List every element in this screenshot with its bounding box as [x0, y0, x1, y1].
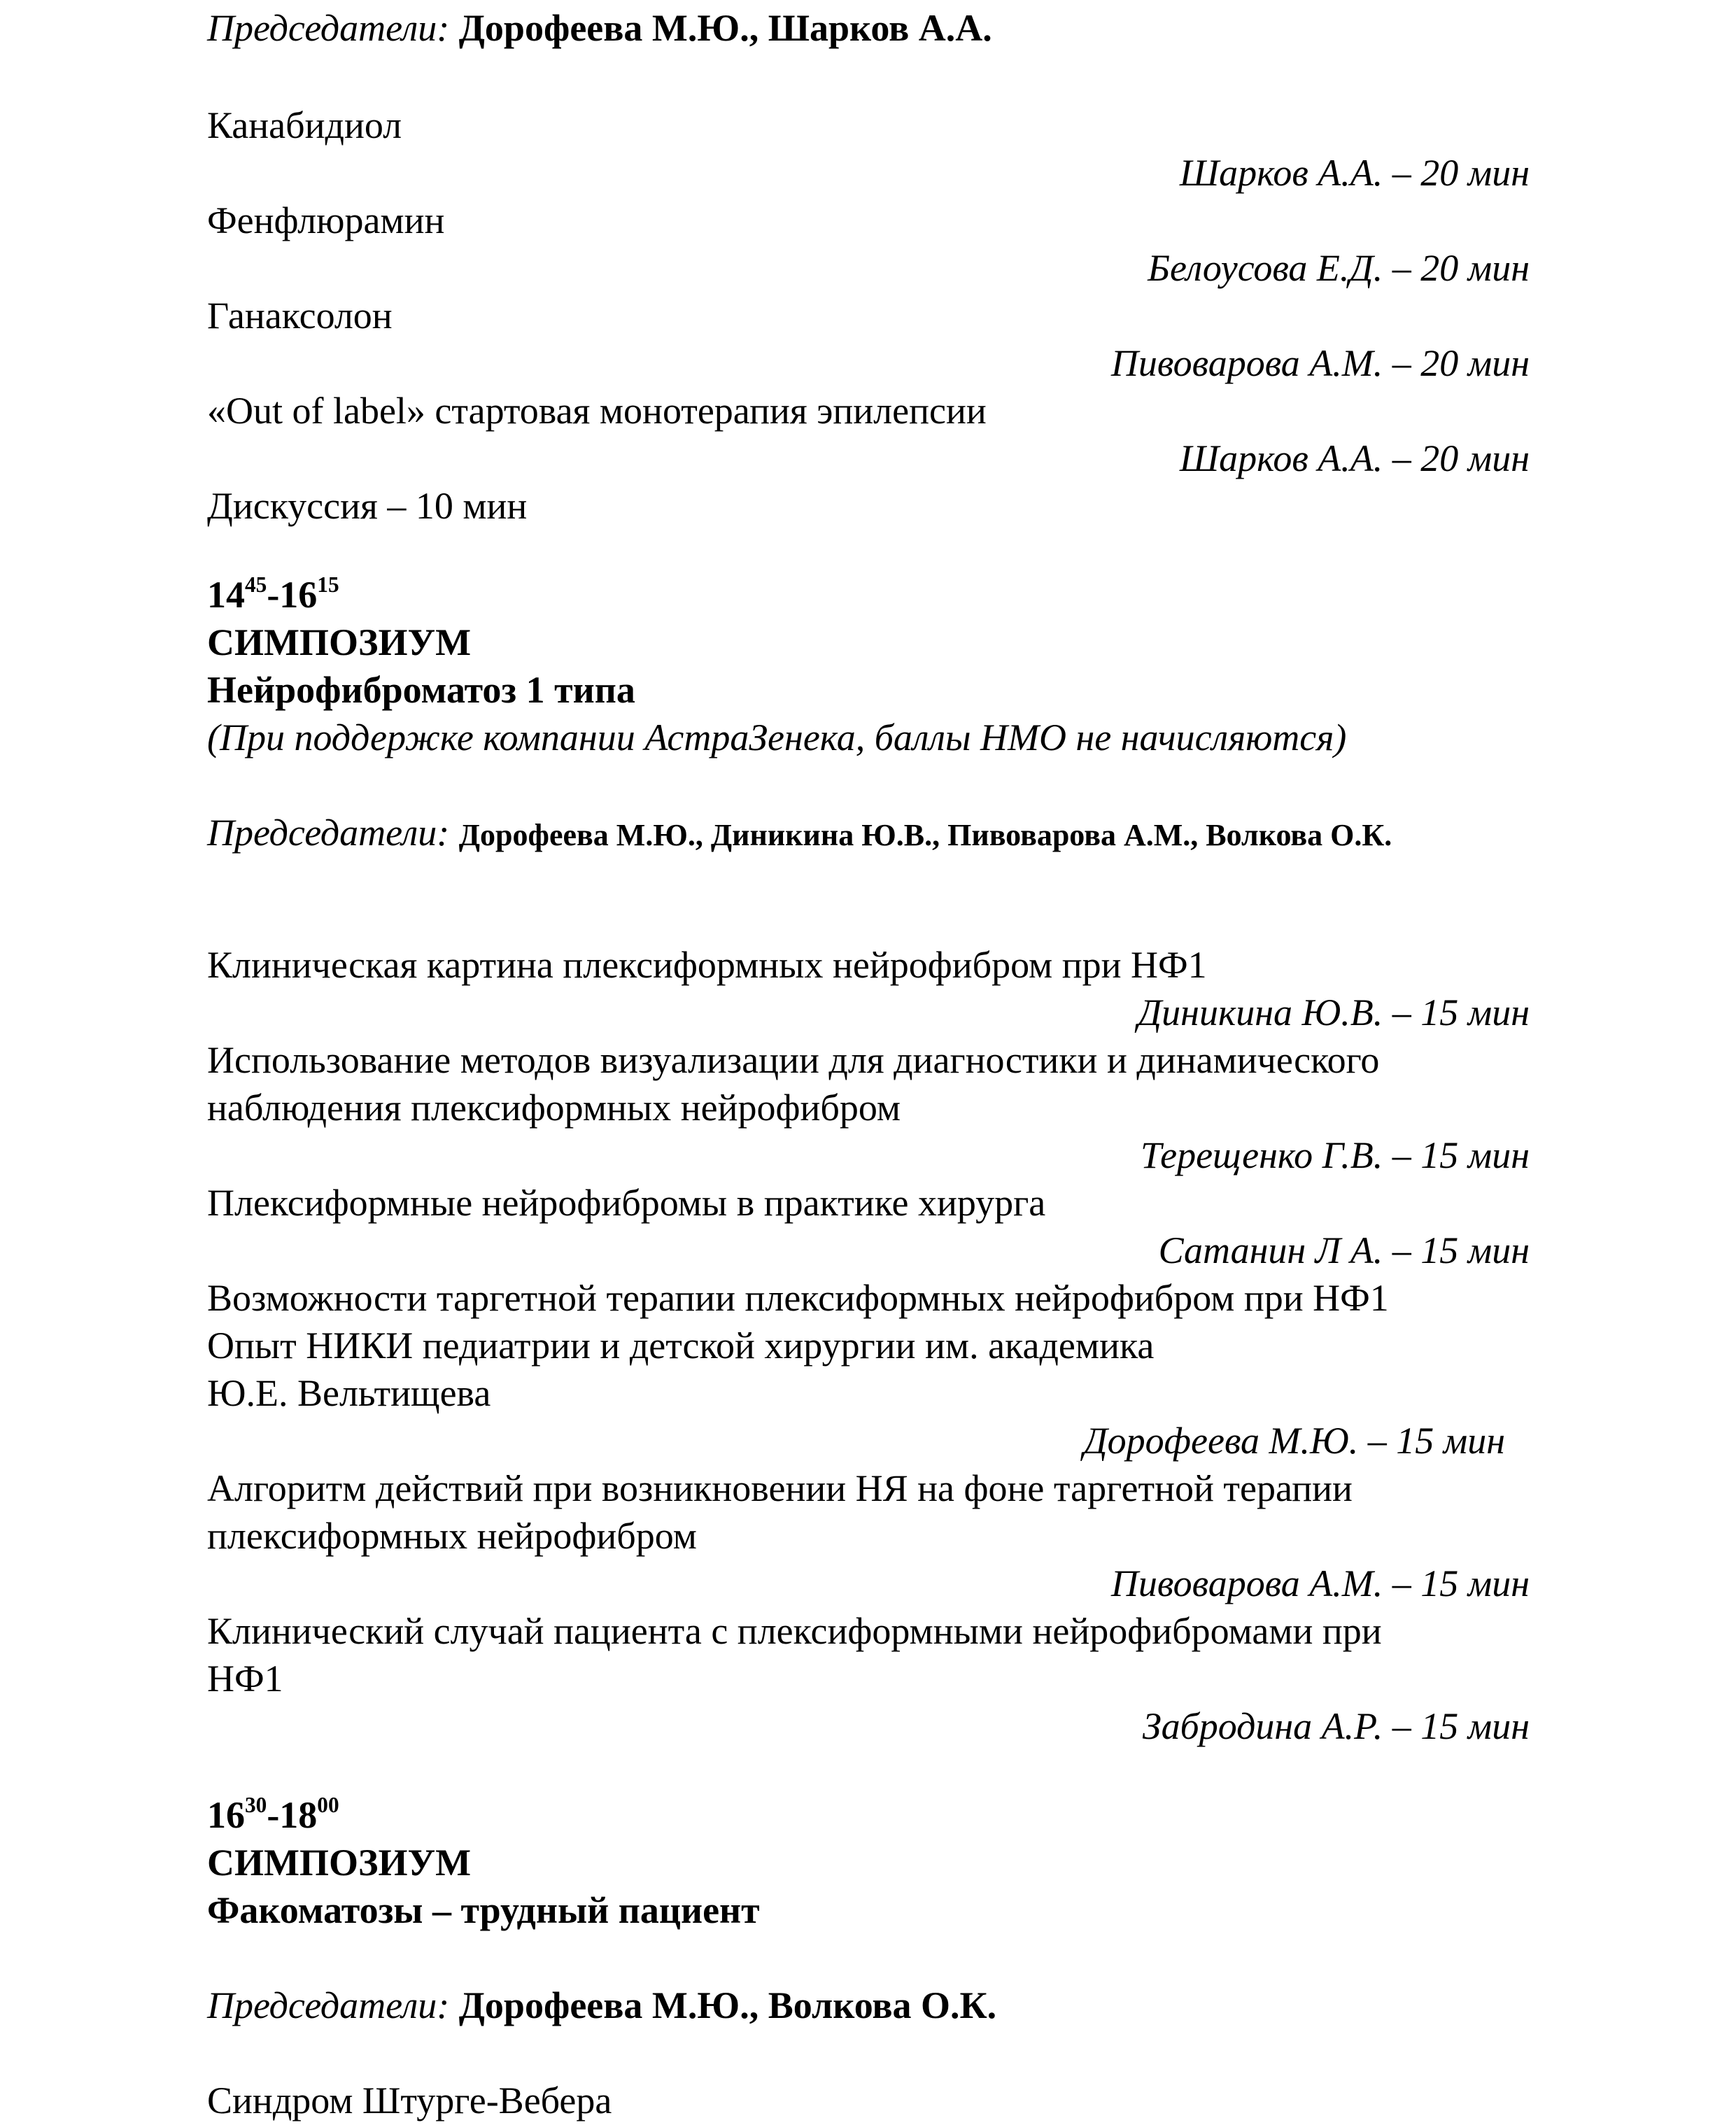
talk-title: «Out of label» стартовая монотерапия эпилепсии [207, 390, 987, 432]
talk-speaker: Забродина А.Р. – 15 мин [1142, 1705, 1530, 1747]
talk-title: наблюдения плексиформных нейрофибром [207, 1087, 901, 1129]
session-time: $14^{45}-16^{15}$ [207, 572, 339, 616]
chairs-names: Дорофеева М.Ю., Диникина Ю.В., Пивоварова А.М., Волкова О.К. [458, 818, 1392, 852]
talk-speaker: Белоусова Е.Д. – 20 мин [1148, 247, 1530, 289]
talk-title: Опыт НИКИ педиатрии и детской хирургии им. академика [207, 1325, 1155, 1367]
talk-speaker: Диникина Ю.В. – 15 мин [1137, 991, 1530, 1033]
session-note: (При поддержке компании АстраЗенека, баллы НМО не начисляются) [207, 716, 1347, 758]
session-title: Нейрофиброматоз 1 типа [207, 669, 635, 711]
session-title: Факоматозы – трудный пациент [207, 1889, 760, 1931]
block3-chairs [207, 1982, 996, 2029]
session-type: СИМПОЗИУМ [207, 1842, 472, 1884]
talk-title: Ганаксолон [207, 295, 393, 337]
talk-speaker: Пивоварова А.М. – 15 мин [1110, 1562, 1530, 1604]
talk-title: плексиформных нейрофибром [207, 1515, 697, 1557]
talk-title: Использование методов визуализации для диагностики и динамического [207, 1039, 1380, 1081]
talk-title: Клинический случай пациента с плексиформными нейрофибромами при [207, 1610, 1382, 1652]
chairs-label: Председатели: [207, 812, 450, 854]
talk-speaker: Терещенко Г.В. – 15 мин [1141, 1134, 1530, 1176]
chairs-names: Дорофеева М.Ю., Волкова О.К. [458, 1984, 997, 2026]
talk-title: Алгоритм действий при возникновении НЯ на фоне таргетной терапии [207, 1467, 1353, 1509]
talk-title: Канабидиол [207, 104, 402, 146]
talk-title: Возможности таргетной терапии плексиформных нейрофибром при НФ1 [207, 1277, 1389, 1319]
talk-title: Фенфлюрамин [207, 199, 445, 241]
talk-title: Ю.Е. Вельтищева [207, 1372, 491, 1414]
talk-speaker: Шарков А.А. – 20 мин [1179, 152, 1530, 194]
talk-speaker: Пивоварова А.М. – 20 мин [1110, 342, 1530, 384]
block1-chairs [207, 4, 992, 52]
talk-speaker: Шарков А.А. – 20 мин [1179, 437, 1530, 479]
session-type: СИМПОЗИУМ [207, 621, 472, 663]
talk-speaker: Сатанин Л А. – 15 мин [1158, 1229, 1530, 1271]
talk-title: Клиническая картина плексиформных нейрофибром при НФ1 [207, 944, 1207, 986]
talk-title: НФ1 [207, 1658, 283, 1700]
talk-speaker: Дорофеева М.Ю. – 15 мин [1083, 1420, 1505, 1462]
session-time: $16^{30}-18^{00}$ [207, 1792, 339, 1836]
chairs-label: Председатели: [207, 1984, 450, 2026]
talk-title: Синдром Штурге-Вебера [207, 2080, 612, 2122]
chairs-label: Председатели: [207, 7, 450, 49]
talk-title: Плексиформные нейрофибромы в практике хирурга [207, 1182, 1046, 1224]
chairs-names: Дорофеева М.Ю., Шарков А.А. [458, 7, 992, 49]
discussion: Дискуссия – 10 мин [207, 485, 528, 527]
block2-chairs [207, 809, 1392, 859]
